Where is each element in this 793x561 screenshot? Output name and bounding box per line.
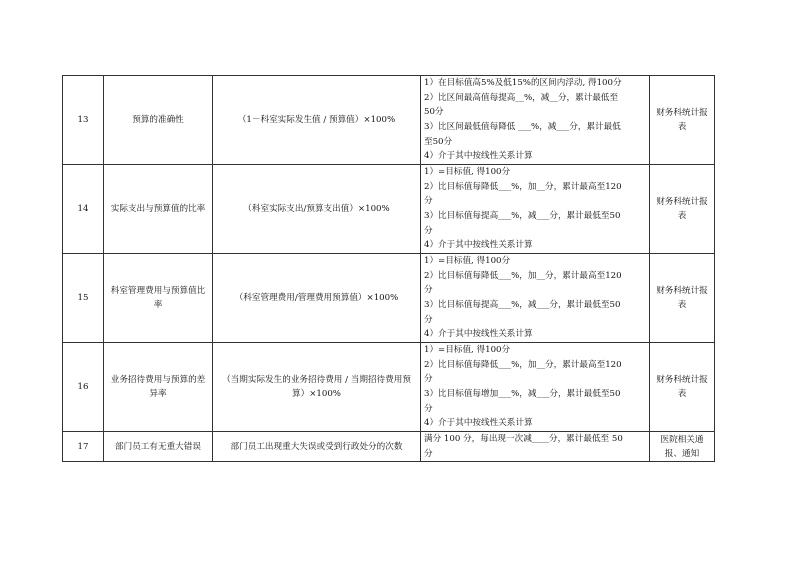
rule-line: 2）比区间最高值每提高__%，减__分，累计最低至 [424,92,619,103]
indicator-formula: （1－科室实际发生值 / 预算值）×100% [213,76,421,165]
rule-line: 4）介于其中按线性关系计算 [424,418,533,429]
rule-line: 2）比目标值每降低___%，加__分，累计最高至120 [424,181,622,192]
rule-line: 分 [424,403,433,414]
table-row [63,343,715,432]
rule-line: 4）介于其中按线性关系计算 [424,240,533,251]
rule-line: 50分 [424,107,444,118]
scoring-rules [421,432,650,462]
kpi-table [62,75,715,462]
table-row [63,432,715,462]
scoring-rules [421,343,650,432]
rule-line: 分 [424,314,433,325]
rule-line: 分 [424,225,433,236]
data-source: 财务科统计报表 [650,254,715,343]
rule-line: 4）介于其中按线性关系计算 [424,151,533,162]
rule-line: 2）比目标值每降低___%，加__分，累计最高至120 [424,270,622,281]
row-number: 14 [63,165,104,254]
indicator-formula: （科室实际支出/预算支出值）×100% [213,165,421,254]
scoring-rules [421,254,650,343]
indicator-formula: （当期实际发生的业务招待费用 / 当期招待费用预算）×100% [213,343,421,432]
rule-line: 3）比区间最低值每降低 ___%，减___分，累计最低 [424,122,621,132]
scoring-rules [421,76,650,165]
data-source: 财务科统计报表 [650,76,715,165]
indicator-name: 实际支出与预算值的比率 [104,165,213,254]
data-source: 医院相关通报、通知 [650,432,715,462]
data-source: 财务科统计报表 [650,165,715,254]
indicator-name: 业务招待费用与预算的差异率 [104,343,213,432]
row-number: 17 [63,432,104,462]
indicator-formula: （科室管理费用/管理费用预算值）×100% [213,254,421,343]
indicator-name: 部门员工有无重大错误 [104,432,213,462]
rule-line: 分 [424,196,433,207]
indicator-name: 科室管理费用与预算值比率 [104,254,213,343]
rule-line: 3）比目标值每提高___%，减___分，累计最低至50 [424,211,621,221]
rule-line: 1）=目标值, 得100分 [424,345,511,356]
rule-line: 分 [424,448,433,459]
rule-line: 4）介于其中按线性关系计算 [424,329,533,340]
indicator-name: 预算的准确性 [104,76,213,165]
table-row [63,76,715,165]
rule-line: 分 [424,374,433,385]
rule-line: 3）比目标值每增加___%，减___分，累计最低至50 [424,389,621,399]
row-number: 13 [63,76,104,165]
rule-line: 分 [424,285,433,296]
rule-line: 2）比目标值每降低___%，加__分，累计最高至120 [424,359,622,370]
rule-line: 至50分 [424,136,453,147]
data-source: 财务科统计报表 [650,343,715,432]
indicator-formula: 部门员工出现重大失误或受到行政处分的次数 [213,432,421,462]
rule-line: 1）=目标值, 得100分 [424,167,511,178]
rule-line: 满分 100 分，每出现一次减____分，累计最低至 50 [424,434,623,444]
rule-line: 1）=目标值, 得100分 [424,256,511,267]
row-number: 16 [63,343,104,432]
table-row [63,165,715,254]
scoring-rules [421,165,650,254]
rule-line: 1）在目标值高5%及低15%的区间内浮动, 得100分 [424,78,622,89]
row-number: 15 [63,254,104,343]
table-row [63,254,715,343]
rule-line: 3）比目标值每提高___%，减___分，累计最低至50 [424,300,621,310]
